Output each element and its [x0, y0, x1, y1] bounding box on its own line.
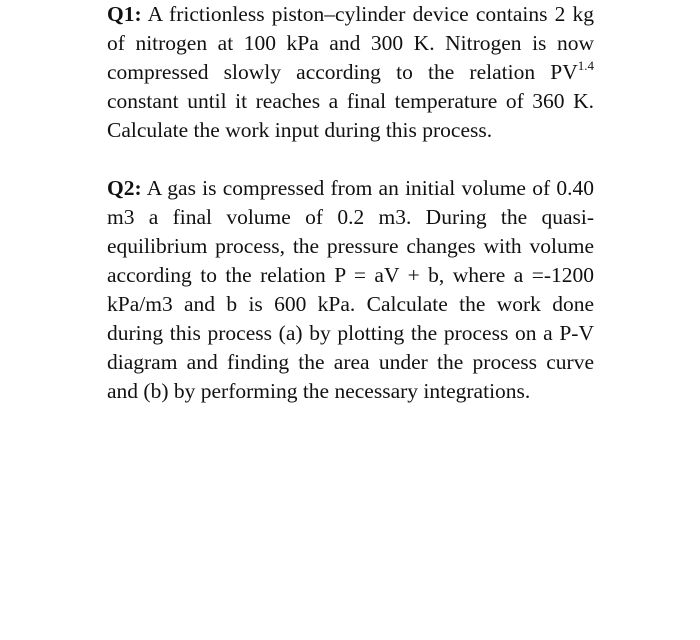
- question-2-text: A gas is compressed from an initial volume of 0.40 m3 a final volume of 0.2 m3. During the quasi-equilibrium process, the pressure changes with volume according to the relation P = aV + b, where a =-1200 kPa/m3 and b is 600 kPa. Calculate the work done during this process (a) by plotting the process on a P-V diagram and finding the area under the process curve and (b) by performing the necessary integrations.: [107, 176, 594, 403]
- question-1-exponent: 1.4: [577, 58, 594, 73]
- question-1-text-before: A frictionless piston–cylinder device contains 2 kg of nitrogen at 100 kPa and 300 K. Nitrogen is now compressed slowly according to the relation PV: [107, 2, 594, 84]
- question-1-label: Q1:: [107, 2, 142, 26]
- question-1: [107, 0, 594, 145]
- question-2: [107, 174, 594, 406]
- question-1-text-after: constant until it reaches a final temperature of 360 K. Calculate the work input during this process.: [107, 89, 594, 142]
- document-page: [107, 0, 594, 406]
- question-2-label: Q2:: [107, 176, 142, 200]
